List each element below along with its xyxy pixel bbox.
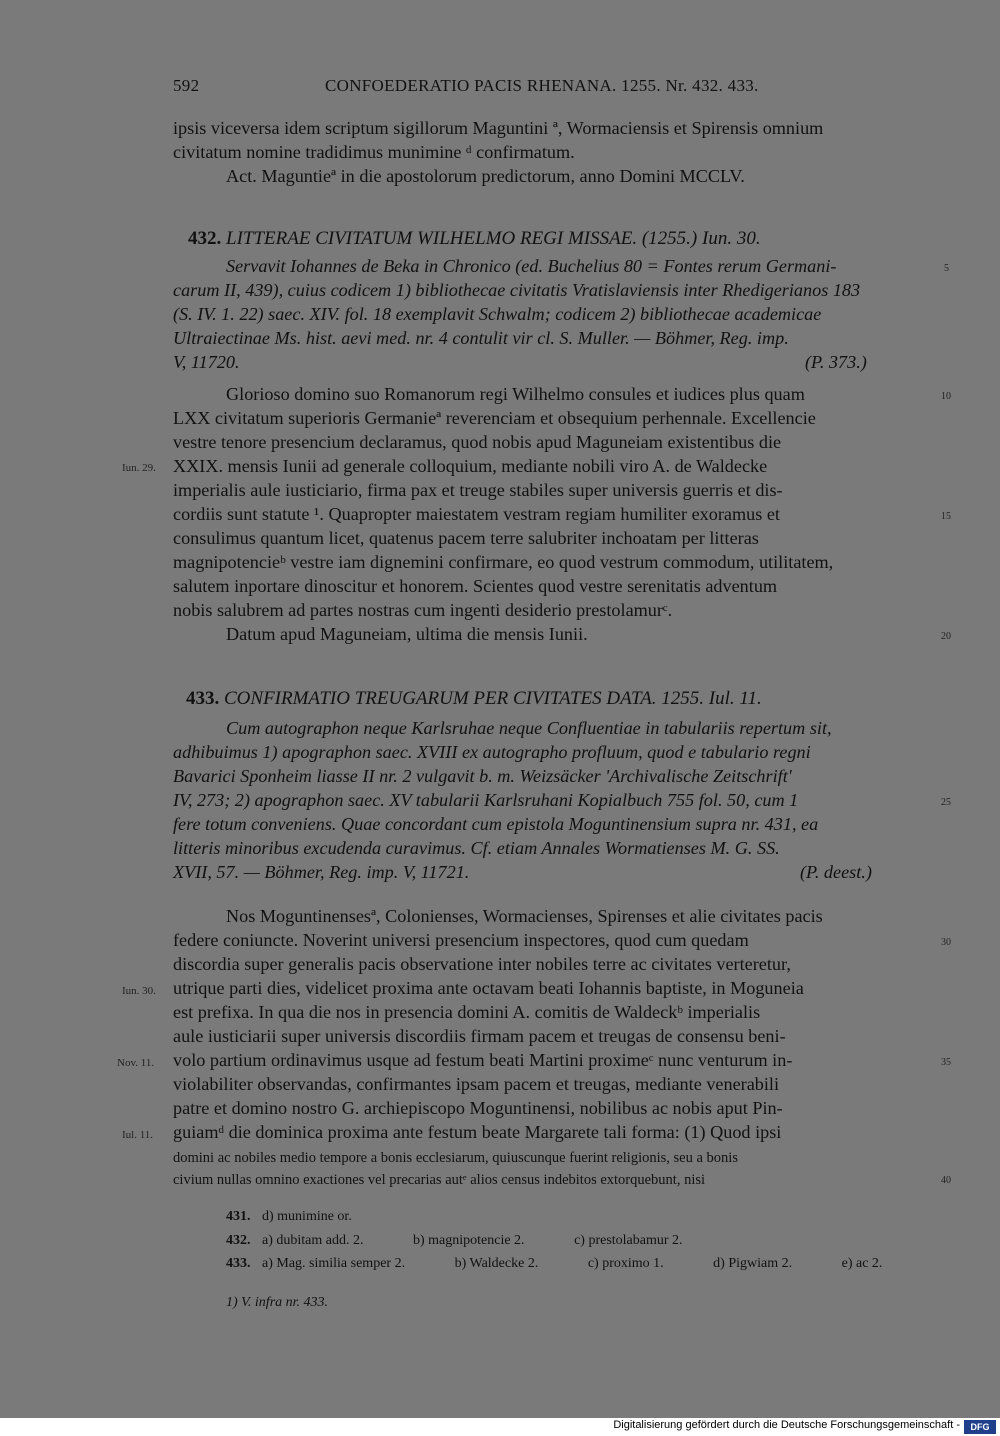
small-body-line: domini ac nobiles medio tempore a bonis ecclesiarum, quiuscunque fuerint religionis, seu a bonis — [173, 1150, 738, 1166]
body-line: guiamᵈ die dominica proxima ante festum beate Margarete tali forma: (1) Quod ipsi — [173, 1122, 782, 1142]
line-number: 40 — [941, 1175, 951, 1186]
footnote-item: a) dubitam add. 2. — [262, 1233, 364, 1248]
source-line: Cum autographon neque Karlsruhae neque Confluentiae in tabulariis repertum sit, — [226, 718, 832, 738]
body-line: consulimus quantum licet, quatenus pacem terre salubriter inchoatam per litteras — [173, 528, 759, 548]
footnote-item: d) Pigwiam 2. — [713, 1256, 793, 1271]
body-line: LXX civitatum superioris Germanieª reverenciam et obsequium perhennale. Excellencie — [173, 408, 816, 428]
margin-date: Iul. 11. — [122, 1129, 154, 1141]
footnote-431 — [226, 1209, 352, 1225]
margin-date: Iun. 30. — [122, 985, 156, 997]
line-number: 5 — [944, 263, 949, 274]
line-number: 15 — [941, 511, 951, 522]
section-number: 432. — [188, 228, 222, 249]
footnote-number: 433. — [226, 1256, 251, 1271]
source-line: XVII, 57. — Böhmer, Reg. imp. V, 11721. — [173, 862, 470, 882]
funding-notice: Digitalisierung gefördert durch die Deutsche Forschungsgemeinschaft - — [613, 1419, 960, 1431]
section-date: (1255.) Iun. 30. — [641, 228, 761, 249]
footnote-432 — [226, 1233, 683, 1249]
source-line: fere totum conveniens. Quae concordant cum epistola Moguntinensium supra nr. 431, ea — [173, 814, 819, 834]
footnote-item: d) munimine or. — [262, 1209, 352, 1224]
margin-date: Iun. 29. — [122, 462, 156, 474]
line-number: 30 — [941, 937, 951, 948]
margin-date: Nov. 11. — [117, 1057, 155, 1069]
source-line: adhibuimus 1) apographon saec. XVIII ex autographo profluum, quod e tabulario regni — [173, 742, 811, 762]
footnote-number: 432. — [226, 1233, 251, 1248]
body-line: XXIX. mensis Iunii ad generale colloquium, mediante nobili viro A. de Waldecke — [173, 456, 768, 476]
running-title: CONFOEDERATIO PACIS RHENANA. 1255. Nr. 432. 433. — [325, 76, 759, 95]
digitization-footer — [0, 1418, 1000, 1436]
small-body-line: civium nullas omnino exactiones vel precarias autᵉ alios census indebitos extorquebunt, nisi — [173, 1172, 706, 1188]
section-433-heading — [186, 688, 762, 710]
section-date: 1255. Iul. 11. — [661, 688, 762, 709]
page-number: 592 — [173, 76, 200, 95]
source-line: litteris minoribus excudenda curavimus. Cf. etiam Annales Wormatienses M. G. SS. — [173, 838, 780, 858]
source-reference: (P. 373.) — [805, 352, 867, 372]
body-line: aule iusticiarii super universis discordiis firmam pacem et treugas de consensu beni- — [173, 1026, 786, 1046]
body-line: Glorioso domino suo Romanorum regi Wilhelmo consules et iudices plus quam — [226, 384, 805, 404]
section-title: CONFIRMATIO TREUGARUM PER CIVITATES DATA. — [224, 688, 657, 709]
line-number: 25 — [941, 797, 951, 808]
body-line: cordiis sunt statute ¹. Quapropter maiestatem vestram regiam humiliter exoramus et — [173, 504, 780, 524]
body-line: vestre tenore presencium declaramus, quod nobis apud Maguneiam existentibus die — [173, 432, 782, 452]
line-number: 10 — [941, 391, 951, 402]
body-line: federe coniuncte. Noverint universi presencium inspectores, quod cum quedam — [173, 930, 749, 950]
source-line: Bavarici Sponheim liasse II nr. 2 vulgavit b. m. Weizsäcker 'Archivalische Zeitschrift' — [173, 766, 792, 786]
body-line: salutem inportare dinoscitur et honorem. Scientes quod vestre serenitatis adventum — [173, 576, 778, 596]
footnote-item: c) proximo 1. — [587, 1256, 664, 1271]
footnote-item: a) Mag. similia semper 2. — [262, 1256, 406, 1271]
body-line: magnipotencieᵇ vestre iam dignemini confirmare, eo quod vestrum commodum, utilitatem, — [173, 552, 834, 572]
footnote-number: 431. — [226, 1209, 251, 1224]
dfg-logo-icon: DFG — [964, 1420, 996, 1434]
body-line: patre et domino nostro G. archiepiscopo Moguntinensi, nobilibus ac nobis aput Pin- — [173, 1098, 783, 1118]
body-line: violabiliter observandas, confirmantes ipsam pacem et treugas, mediante venerabili — [173, 1074, 780, 1094]
source-line: carum II, 439), cuius codicem 1) bibliothecae civitatis Vratislaviensis inter Rhedigerianos 183 — [173, 280, 861, 300]
body-line: utrique parti dies, videlicet proxima ante octavam beati Iohannis baptiste, in Moguneia — [173, 978, 804, 998]
footnote-item: b) Waldecke 2. — [454, 1256, 539, 1271]
line-number: 20 — [941, 631, 951, 642]
source-line: Servavit Iohannes de Beka in Chronico (ed. Buchelius 80 = Fontes rerum Germani- — [226, 256, 837, 276]
body-line: Nos Moguntinensesª, Colonienses, Wormacienses, Spirenses et alie civitates pacis — [226, 906, 823, 926]
source-line: Ultraiectinae Ms. hist. aevi med. nr. 4 contulit vir cl. S. Muller. — Böhmer, Reg. imp. — [173, 328, 789, 348]
footnote-ref-1: 1) V. infra nr. 433. — [226, 1295, 329, 1310]
source-line: V, 11720. — [173, 352, 240, 372]
body-line: discordia super generalis pacis observatione inter nobiles terre ac civitates verteretur, — [173, 954, 791, 974]
footnote-item: b) magnipotencie 2. — [412, 1233, 525, 1248]
intro-line: Act. Maguntieª in die apostolorum predictorum, anno Domini MCCLV. — [226, 166, 745, 186]
intro-line: civitatum nomine tradidimus munimine ᵈ confirmatum. — [173, 142, 575, 162]
source-line: IV, 273; 2) apographon saec. XV tabularii Karlsruhani Kopialbuch 755 fol. 50, cum 1 — [173, 790, 799, 810]
body-line: nobis salubrem ad partes nostras cum ingenti desiderio prestolamurᶜ. — [173, 600, 673, 620]
intro-line: ipsis viceversa idem scriptum sigillorum Maguntini ª, Wormaciensis et Spirensis omnium — [173, 118, 824, 138]
body-line: Datum apud Maguneiam, ultima die mensis Iunii. — [226, 624, 588, 644]
body-line: est prefixa. In qua die nos in presencia domini A. comitis de Waldeckᵇ imperialis — [173, 1002, 761, 1022]
footnote-item: e) ac 2. — [841, 1256, 883, 1271]
source-reference: (P. deest.) — [800, 862, 872, 882]
body-line: volo partium ordinavimus usque ad festum beati Martini proximeᶜ nunc venturum in- — [173, 1050, 793, 1070]
section-title: LITTERAE CIVITATUM WILHELMO REGI MISSAE. — [226, 228, 638, 249]
line-number: 35 — [941, 1057, 951, 1068]
footnote-433 — [226, 1256, 882, 1272]
source-line: (S. IV. 1. 22) saec. XIV. fol. 18 exemplavit Schwalm; codicem 2) bibliothecae academicae — [173, 304, 822, 324]
body-line: imperialis aule iusticiario, firma pax et treuge stabiles super universis guerris et dis- — [173, 480, 783, 500]
section-432-heading — [188, 228, 761, 250]
footnote-item: c) prestolabamur 2. — [574, 1233, 683, 1248]
section-number: 433. — [186, 688, 220, 709]
